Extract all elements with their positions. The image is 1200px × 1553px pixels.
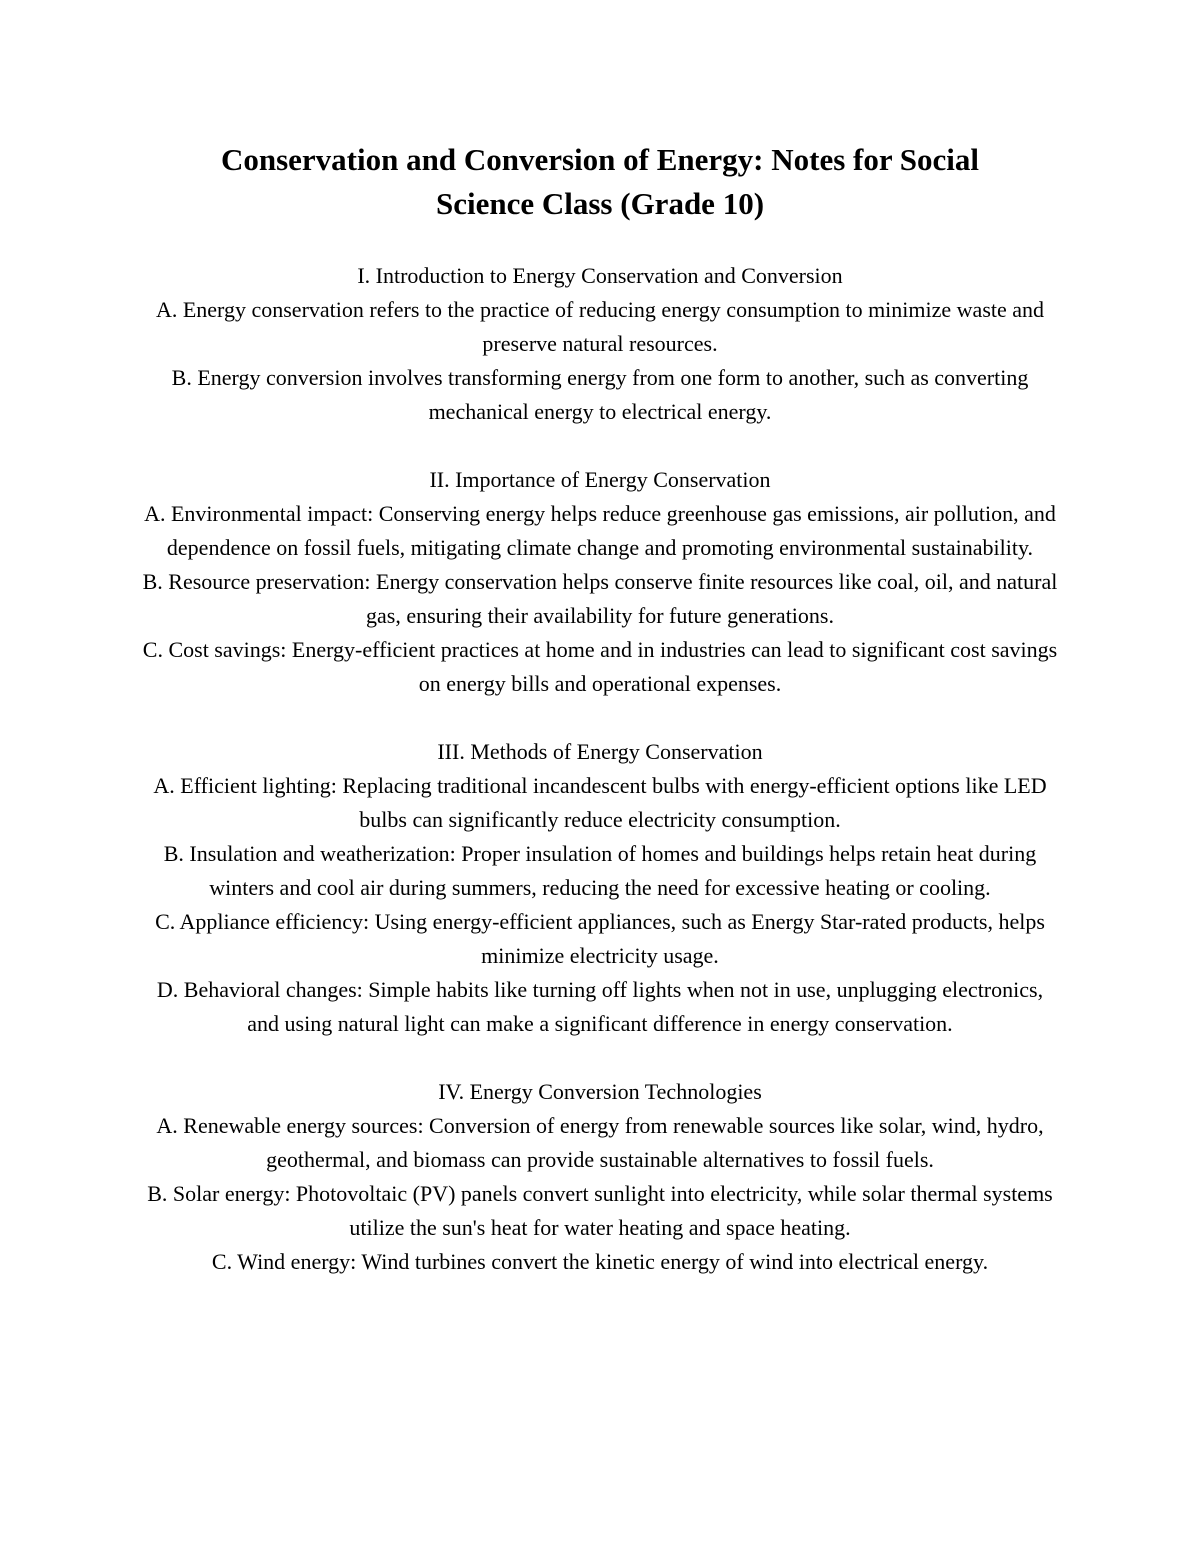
section-heading: IV. Energy Conversion Technologies [438, 1079, 762, 1104]
document-title: Conservation and Conversion of Energy: Notes for Social Science Class (Grade 10) [220, 142, 980, 221]
section-point: B. Resource preservation: Energy conservation helps conserve finite resources like coal, oil, and natural gas, ensuring their availability for future generations. [142, 569, 1058, 628]
section-point: D. Behavioral changes: Simple habits like turning off lights when not in use, unplugging electronics, and using natural light can make a significant difference in energy conservation. [156, 977, 1044, 1036]
section-technologies [140, 1075, 1060, 1279]
section-importance [140, 463, 1060, 701]
section-point: C. Cost savings: Energy-efficient practices at home and in industries can lead to significant cost savings on energy bills and operational expenses. [142, 637, 1058, 696]
section-introduction [140, 259, 1060, 429]
section-point: A. Efficient lighting: Replacing traditional incandescent bulbs with energy-efficient options like LED bulbs can significantly reduce electricity consumption. [153, 773, 1047, 832]
section-point: B. Insulation and weatherization: Proper insulation of homes and buildings helps retain heat during winters and cool air during summers, reducing the need for excessive heating or cooling. [163, 841, 1037, 900]
section-point: C. Appliance efficiency: Using energy-efficient appliances, such as Energy Star-rated products, helps minimize electricity usage. [155, 909, 1045, 968]
section-heading: III. Methods of Energy Conservation [437, 739, 763, 764]
section-heading: I. Introduction to Energy Conservation and Conversion [357, 263, 843, 288]
section-methods [140, 735, 1060, 1041]
section-point: A. Environmental impact: Conserving energy helps reduce greenhouse gas emissions, air pollution, and dependence on fossil fuels, mitigating climate change and promoting environmental sustainability. [144, 501, 1056, 560]
section-point: B. Energy conversion involves transforming energy from one form to another, such as converting mechanical energy to electrical energy. [171, 365, 1029, 424]
section-point: A. Renewable energy sources: Conversion of energy from renewable sources like solar, wind, hydro, geothermal, and biomass can provide sustainable alternatives to fossil fuels. [156, 1113, 1044, 1172]
section-point: A. Energy conservation refers to the practice of reducing energy consumption to minimize waste and preserve natural resources. [155, 297, 1045, 356]
section-heading: II. Importance of Energy Conservation [429, 467, 771, 492]
section-point: C. Wind energy: Wind turbines convert the kinetic energy of wind into electrical energy. [211, 1249, 989, 1274]
section-point: B. Solar energy: Photovoltaic (PV) panels convert sunlight into electricity, while solar thermal systems utilize the sun's heat for water heating and space heating. [147, 1181, 1053, 1240]
